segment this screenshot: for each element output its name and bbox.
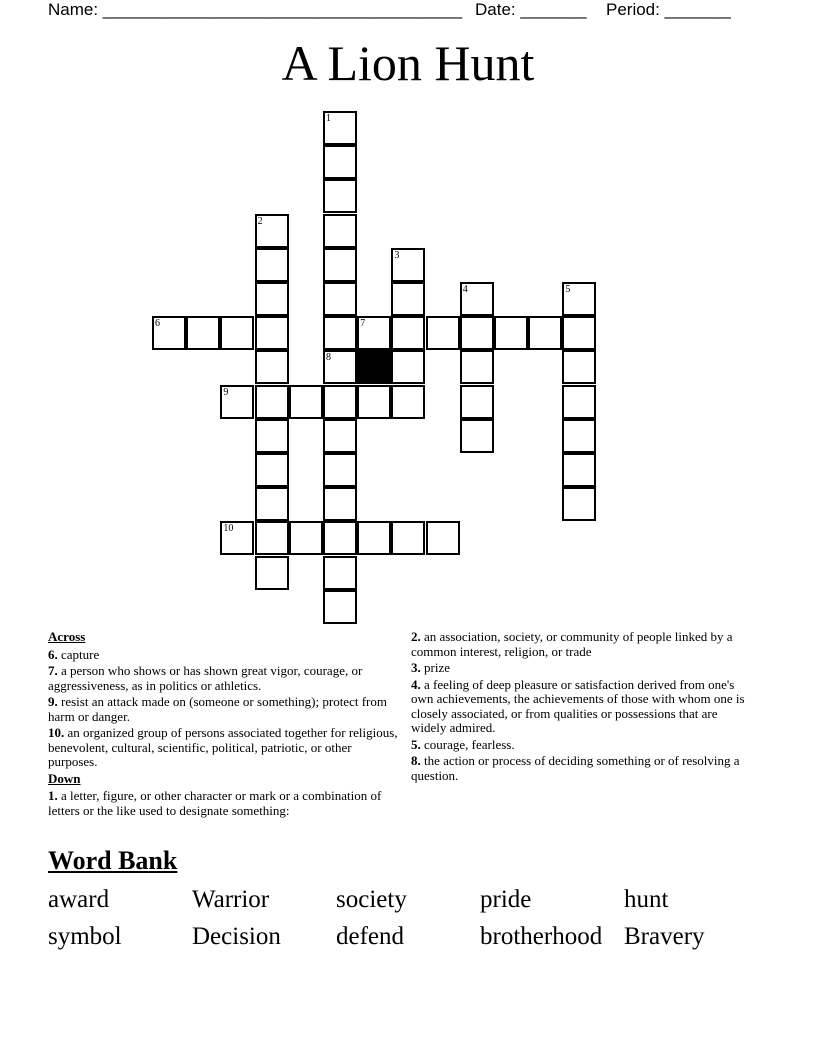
grid-cell[interactable] <box>323 248 357 282</box>
clue-number: 10 <box>223 523 234 535</box>
word-bank-item: award <box>48 886 110 913</box>
grid-cell[interactable] <box>426 316 460 350</box>
clue-number: 4 <box>462 284 468 295</box>
grid-cell[interactable] <box>220 521 254 555</box>
word-bank-item: pride <box>480 886 532 913</box>
grid-cell[interactable] <box>255 487 289 521</box>
grid-cell[interactable] <box>289 521 323 555</box>
grid-cell[interactable] <box>323 453 357 487</box>
across-heading: Across <box>48 629 86 644</box>
word-bank-item: Warrior <box>192 886 270 913</box>
grid-cell[interactable] <box>460 350 494 384</box>
date-field[interactable]: Date: _______ <box>475 0 587 19</box>
grid-cell[interactable] <box>391 282 425 316</box>
grid-cell[interactable] <box>357 385 391 419</box>
grid-cell[interactable] <box>426 521 460 555</box>
clue-down-1: 1. a letter, figure, or other character or mark or a combination of letters or the like used to designate something: <box>48 788 382 818</box>
clues-column-left <box>48 630 403 820</box>
grid-cell[interactable] <box>528 316 562 350</box>
clue-down-4: 4. a feeling of deep pleasure or satisfaction derived from one's own achievements, the achievements of those with whom one is closely associated, or from qualities or possessions that are widely admired. <box>411 676 745 735</box>
word-bank-item: symbol <box>48 923 122 950</box>
word-bank-item: society <box>336 886 407 913</box>
clue-across-9: 9. resist an attack made on (someone or something); protect from harm or danger. <box>48 694 387 724</box>
down-heading: Down <box>48 770 81 786</box>
clue-number: 5 <box>565 284 571 295</box>
grid-cell[interactable] <box>357 316 391 350</box>
clue-down-8: 8. the action or process of deciding something or of resolving a question. <box>411 753 740 783</box>
grid-cell[interactable] <box>323 521 357 555</box>
clue-across-6: 6. capture <box>48 646 100 662</box>
name-field[interactable]: Name: ______________________________________ <box>48 0 463 19</box>
grid-cell[interactable] <box>391 385 425 419</box>
grid-cell[interactable] <box>323 350 357 384</box>
grid-cell[interactable] <box>323 111 357 145</box>
clue-across-10: 10. an organized group of persons associated together for religious, benevolent, cultural, scientific, political, patriotic, or other purposes. <box>48 725 398 769</box>
word-bank-item: brotherhood <box>480 923 603 950</box>
grid-cell[interactable] <box>255 214 289 248</box>
grid-cell[interactable] <box>323 419 357 453</box>
grid-cell[interactable] <box>562 282 596 316</box>
grid-cell[interactable] <box>323 282 357 316</box>
clue-number: 1 <box>326 113 331 124</box>
grid-cell[interactable] <box>460 419 494 453</box>
grid-cell[interactable] <box>255 419 289 453</box>
clue-number: 6 <box>155 318 160 330</box>
clue-across-7: 7. a person who shows or has shown great vigor, courage, or aggressiveness, as in politics or athletics. <box>48 663 363 693</box>
word-bank-item: Bravery <box>624 923 705 950</box>
black-cell <box>357 350 391 384</box>
grid-cell[interactable] <box>323 316 357 350</box>
grid-cell[interactable] <box>255 453 289 487</box>
grid-cell[interactable] <box>152 316 186 350</box>
clue-number: 7 <box>360 318 366 330</box>
clue-number: 9 <box>223 386 229 398</box>
grid-cell[interactable] <box>255 556 289 590</box>
grid-cell[interactable] <box>255 385 289 419</box>
grid-cell[interactable] <box>562 316 596 350</box>
grid-cell[interactable] <box>562 487 596 521</box>
grid-cell[interactable] <box>562 453 596 487</box>
grid-cell[interactable] <box>323 590 357 624</box>
grid-cell[interactable] <box>460 282 494 316</box>
grid-cell[interactable] <box>562 350 596 384</box>
grid-cell[interactable] <box>323 385 357 419</box>
clues-column-right <box>411 630 756 785</box>
word-bank-title: Word Bank <box>48 846 178 875</box>
grid-cell[interactable] <box>391 248 425 282</box>
grid-cell[interactable] <box>220 316 254 350</box>
grid-cell[interactable] <box>494 316 528 350</box>
clue-number: 3 <box>394 249 400 261</box>
grid-cell[interactable] <box>323 556 357 590</box>
clue-number: 8 <box>326 352 331 364</box>
grid-cell[interactable] <box>220 385 254 419</box>
grid-cell[interactable] <box>323 179 357 213</box>
word-bank-item: Decision <box>192 923 281 950</box>
grid-cell[interactable] <box>460 385 494 419</box>
grid-cell[interactable] <box>323 145 357 179</box>
word-bank-item: defend <box>336 923 405 950</box>
puzzle-title: A Lion Hunt <box>281 35 535 91</box>
clue-number: 2 <box>257 215 263 227</box>
clue-down-2: 2. an association, society, or community of people linked by a common interest, religion, or trade <box>411 629 733 659</box>
grid-cell[interactable] <box>255 350 289 384</box>
grid-cell[interactable] <box>255 248 289 282</box>
grid-cell[interactable] <box>186 316 220 350</box>
grid-cell[interactable] <box>460 316 494 350</box>
grid-cell[interactable] <box>323 214 357 248</box>
grid-cell[interactable] <box>562 419 596 453</box>
grid-cell[interactable] <box>255 521 289 555</box>
grid-cell[interactable] <box>255 282 289 316</box>
clue-down-3: 3. prize <box>411 660 450 675</box>
grid-cell[interactable] <box>289 385 323 419</box>
grid-cell[interactable] <box>391 316 425 350</box>
grid-cell[interactable] <box>357 521 391 555</box>
grid-cell[interactable] <box>255 316 289 350</box>
grid-cell[interactable] <box>391 350 425 384</box>
grid-cell[interactable] <box>391 521 425 555</box>
period-field[interactable]: Period: _______ <box>606 0 731 19</box>
clue-down-5: 5. courage, fearless. <box>411 736 515 752</box>
grid-cell[interactable] <box>323 487 357 521</box>
grid-cell[interactable] <box>562 385 596 419</box>
word-bank-item: hunt <box>624 886 669 913</box>
